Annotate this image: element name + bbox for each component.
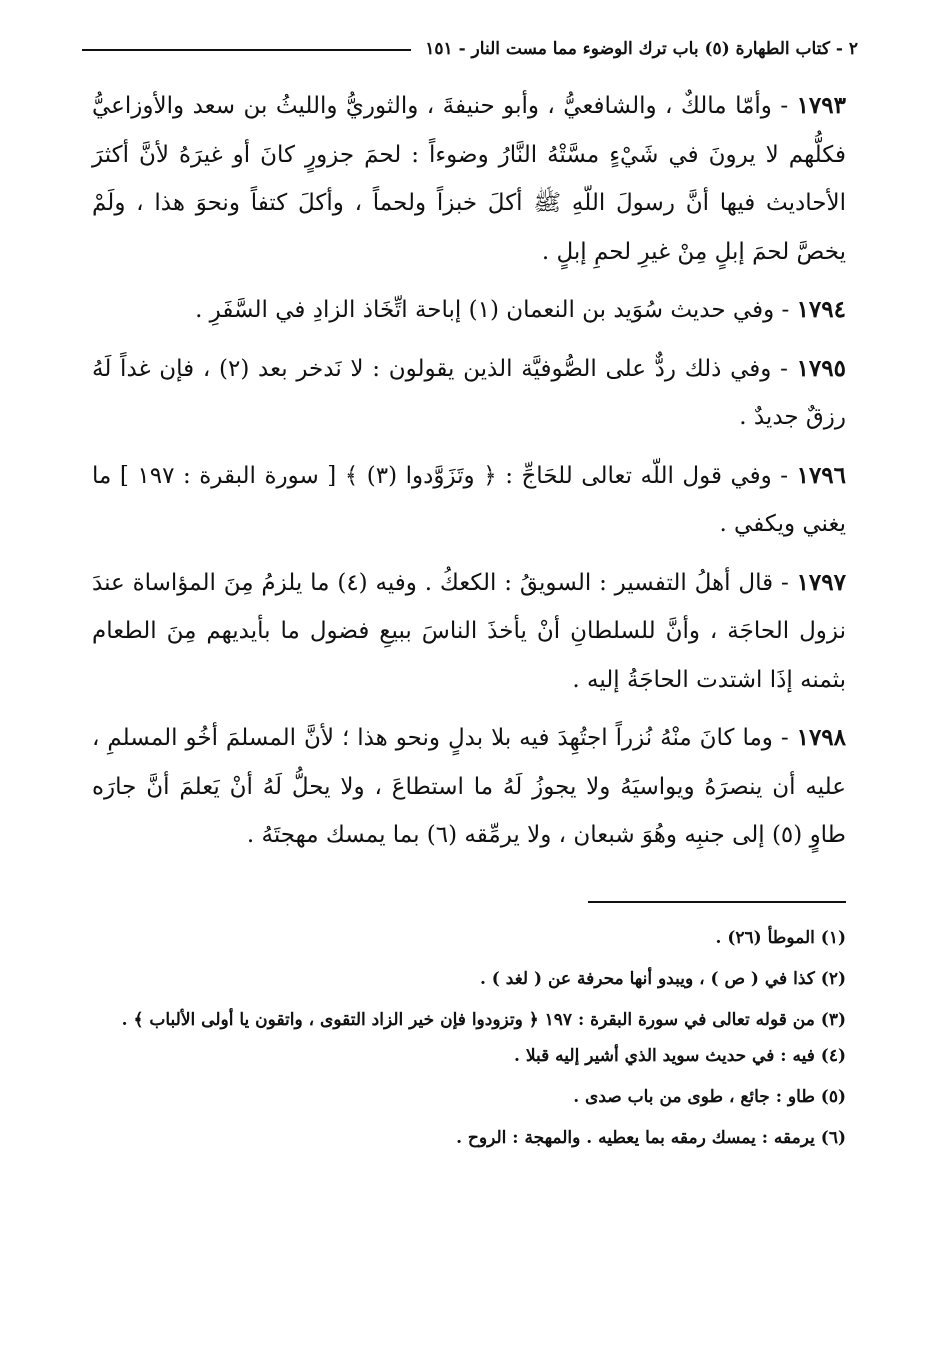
paragraph-text: - وفي ذلك ردٌّ على الصُّوفيَّة الذين يقولون : لا نَدخر بعد (٢) ، فإن غداً لَهُ رزقٌ جديدٌ . (92, 355, 846, 430)
footnote-2: (٢) كذا في ( ص ) ، ويبدو أنها محرفة عن ( لغد ) . (479, 969, 846, 989)
paragraph-1795 (92, 345, 846, 442)
footnote-3: (٣) من قوله تعالى في سورة البقرة : ١٩٧ ﴿ وتزودوا فإن خير الزاد التقوى ، واتقون يا أولى الألباب ﴾ . (121, 1010, 846, 1030)
footnotes (92, 922, 846, 1163)
running-header (82, 34, 858, 64)
paragraph-text: - وفي حديث سُوَيد بن النعمان (١) إباحة اتِّخَاذ الزادِ في السَّفَرِ . (195, 297, 790, 323)
paragraph-number: ١٧٩٤ (796, 296, 846, 323)
header-rule (82, 49, 411, 51)
footnote-1: (١) الموطأ (٢٦) . (715, 928, 846, 948)
footnote-4: (٤) فيه : في حديث سويد الذي أشير إليه قبلا . (514, 1046, 846, 1066)
footnote-5: (٥) طاو : جائع ، طوى من باب صدى . (573, 1087, 846, 1107)
paragraph-text: - وما كانَ منْهُ نُزراً اجتُهِدَ فيه بلا بدلٍ ونحو هذا ؛ لأنَّ المسلمَ أخُو المسلمِ ، عليه أن ينصرَهُ ويواسيَهُ ولا يجوزُ لَهُ ما استطاعَ ، ولا يحلُّ لَهُ أنْ يَعلمَ أنَّ جارَه طاوٍ (٥) إلى جنبِه وهُوَ شبعان ، ولا يرمِّقه (٦) بما يمسك مهجتَهُ . (92, 725, 846, 848)
paragraph-1796 (92, 452, 846, 549)
paragraph-1798 (92, 714, 846, 860)
paragraph-1794 (92, 286, 846, 335)
paragraph-text: - وفي قول اللّه تعالى للحَاجِّ : ﴿ وتَزَوَّدوا (٣) ﴾ [ سورة البقرة : ١٩٧ ] ما يغني ويكفي . (92, 462, 846, 537)
main-text (92, 82, 846, 870)
paragraph-number: ١٧٩٥ (796, 354, 846, 382)
paragraph-1793 (92, 82, 846, 276)
paragraph-number: ١٧٩٣ (796, 92, 846, 119)
paragraph-number: ١٧٩٨ (796, 724, 847, 751)
running-header-title: ٢ - كتاب الطهارة (٥) باب ترك الوضوء مما مست النار - ١٥١ (425, 39, 858, 59)
paragraph-number: ١٧٩٧ (796, 568, 846, 596)
footnote-divider (588, 901, 846, 903)
paragraph-text: - قال أهلُ التفسير : السويقُ : الكعكُ . وفيه (٤) ما يلزمُ مِنَ المؤاساة عندَ نزول الحاجَة ، وأنَّ للسلطانِ أنْ يأخذَ الناسَ ببيعِ فضول ما بأيديهم مِنَ الطعام بثمنه إذَا اشتدت الحاجَةُ إليه . (92, 569, 846, 693)
footnote-6: (٦) يرمقه : يمسك رمقه بما يعطيه . والمهجة : الروح . (456, 1128, 846, 1148)
paragraph-1797 (92, 559, 846, 705)
paragraph-number: ١٧٩٦ (796, 461, 847, 489)
paragraph-text: - وأمّا مالكٌ ، والشافعيُّ ، وأبو حنيفةَ ، والثوريُّ والليثُ بن سعد والأوزاعيُّ فكلُّهم لا يرونَ في شَيْءٍ مسَّتْهُ النَّارُ وضوءاً : لحمَ جزورٍ كانَ أو غيرَهُ لأنَّ أكثرَ الأحاديث فيها أنَّ رسولَ اللّهِ ﷺ أكلَ خبزاً ولحماً ، وأكلَ كتفاً ونحوَ هذا ، ولَمْ يخصَّ لحمَ إبلٍ مِنْ غيرِ لحمِ إبلٍ . (92, 93, 846, 265)
